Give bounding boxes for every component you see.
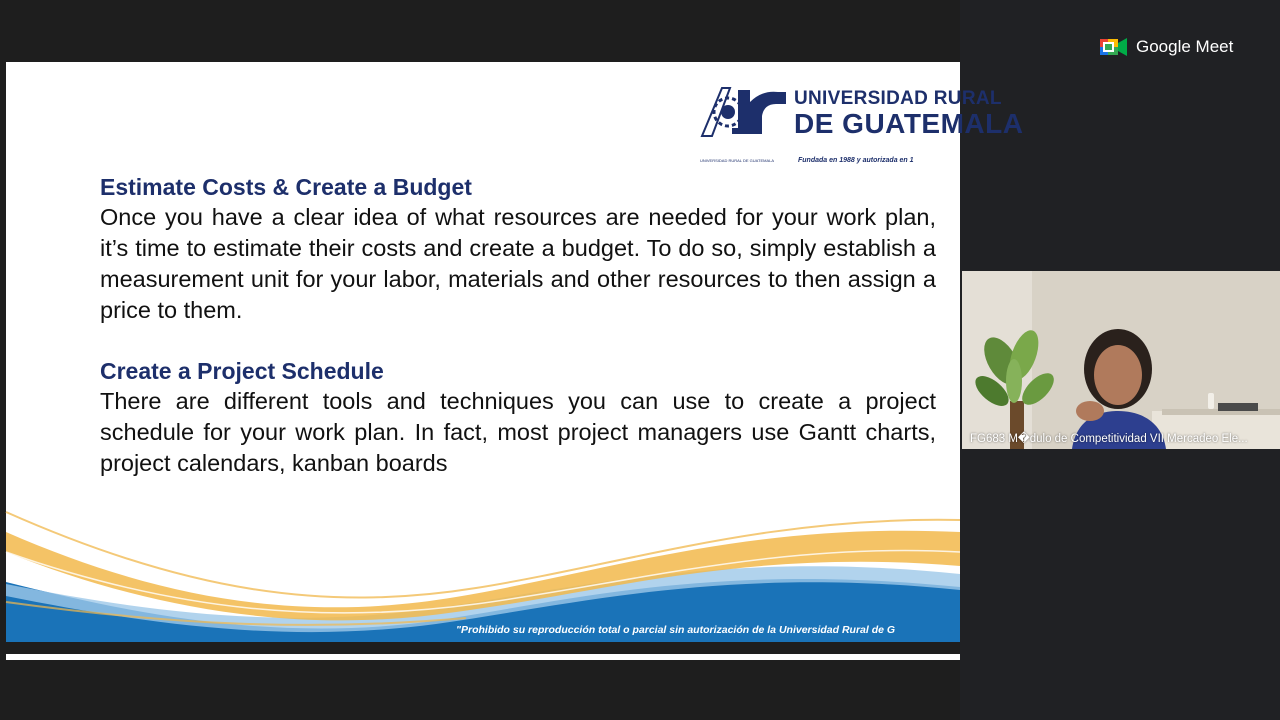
section-heading-schedule: Create a Project Schedule: [100, 358, 384, 384]
meet-brand: [1100, 34, 1233, 60]
decorative-waves: [6, 492, 960, 642]
university-tagline: Fundada en 1988 y autorizada en 1: [798, 157, 914, 164]
copyright-notice: "Prohibido su reproducción total o parcial sin autorización de la Universidad Rural de G: [456, 624, 896, 636]
participant-tile[interactable]: [962, 271, 1280, 449]
university-emblem-icon: [700, 82, 792, 140]
university-logo: [700, 82, 1024, 164]
university-small-caption: UNIVERSIDAD RURAL DE GUATEMALA: [700, 158, 775, 163]
participant-name: FG683 M�dulo de Competitividad VII Mercadeo Ele...: [970, 433, 1248, 445]
university-name-line2: DE GUATEMALA: [794, 108, 1024, 139]
slide-content: [100, 172, 936, 479]
google-meet-logo-icon: [1100, 36, 1128, 58]
section-heading-budget: Estimate Costs & Create a Budget: [100, 174, 472, 200]
presentation-slide: [6, 62, 1024, 642]
university-name-line1: UNIVERSIDAD RURAL: [794, 88, 1002, 109]
section-body-schedule: There are different tools and techniques you can use to create a project schedule for your work plan. In fact, most project managers use Gantt charts, project calendars, kanban boards: [100, 388, 936, 476]
google-meet-label: Google Meet: [1136, 37, 1234, 56]
university-name: [794, 88, 1023, 138]
section-body-budget: Once you have a clear idea of what resources are needed for your work plan, it’s time to estimate their costs and create a budget. To do so, simply establish a measurement unit for your labor, materials and other resources to then assign a price to them.: [100, 204, 936, 323]
slide-bottom-edge: [6, 654, 960, 660]
participant-video: [962, 271, 1280, 449]
